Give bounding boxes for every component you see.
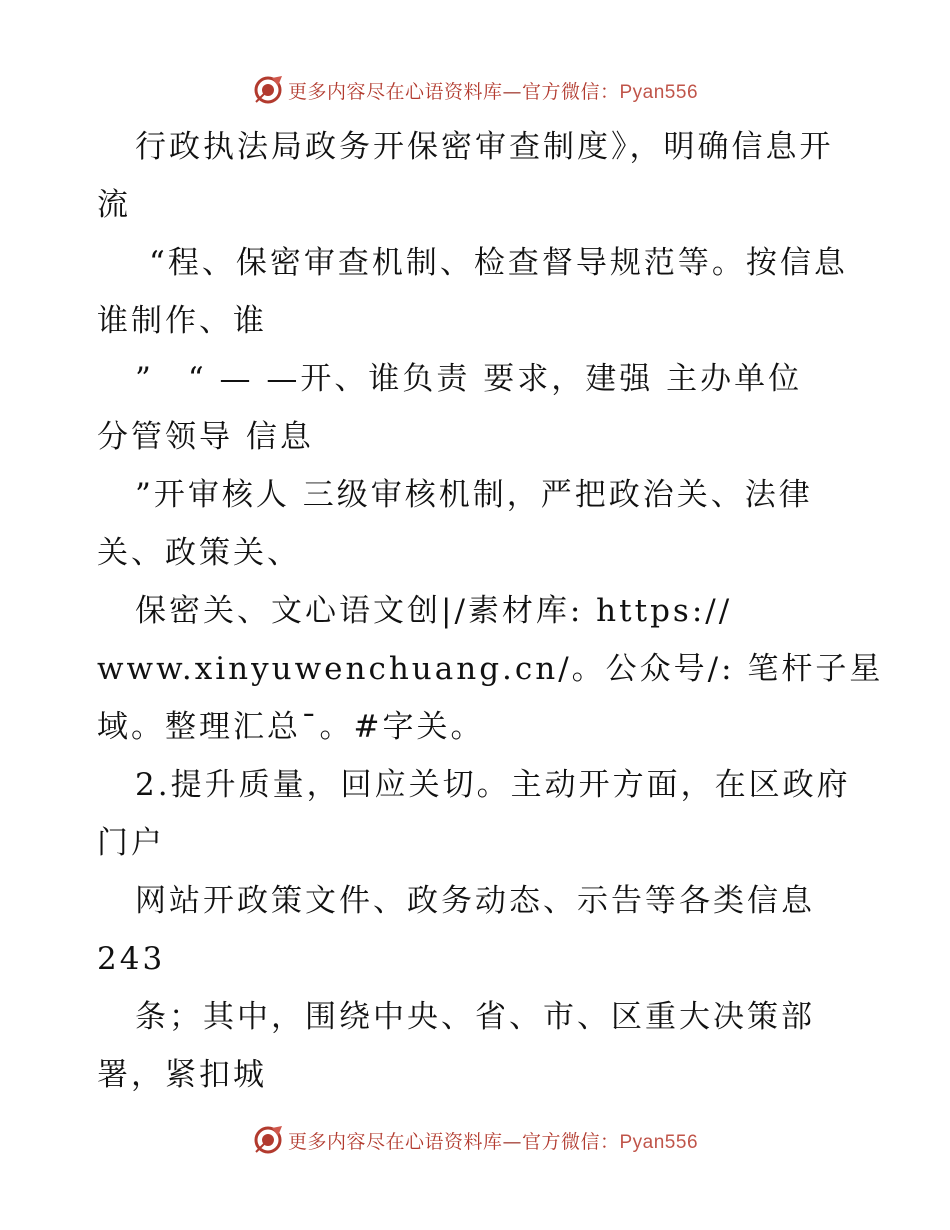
watermark-wechat-label: 官方微信： (521, 80, 620, 103)
brush-logo-icon (252, 1124, 284, 1156)
text-line: 网站开政策文件、政务动态、示告等各类信息 (135, 883, 815, 919)
watermark-brand: 更多内容尽在心语资料库 (287, 80, 503, 103)
footer-watermark (0, 1120, 950, 1160)
watermark-text (288, 77, 698, 104)
text-line: 243 (97, 941, 166, 977)
watermark-wechat-handle: Pyan556 (619, 1131, 699, 1153)
text-line: 2.提升质量，回应关切。主动开方面，在区政府 (135, 767, 851, 803)
text-line: 门户 (97, 825, 165, 861)
text-line: 关、政策关、 (97, 535, 301, 571)
text-line: 保密关、文心语文创|/素材库: https:// (135, 593, 733, 629)
watermark-text (288, 1127, 698, 1154)
text-line: 谁制作、谁 (97, 303, 267, 339)
text-line: 分管领导 信息 (97, 419, 314, 455)
header-watermark (0, 70, 950, 110)
document-body (97, 118, 884, 1104)
text-line: 流 (97, 187, 131, 223)
watermark-brand: 更多内容尽在心语资料库 (287, 1130, 503, 1153)
watermark-wechat-label: 官方微信： (521, 1130, 620, 1153)
watermark-wechat-handle: Pyan556 (619, 81, 699, 103)
text-line: 条；其中，围绕中央、省、市、区重大决策部 (135, 999, 815, 1035)
text-line: 域。整理汇总¯。#字关。 (97, 709, 485, 745)
watermark-separator: — (502, 1130, 522, 1153)
text-line: ”开审核人 三级审核机制，严把政治关、法律 (135, 477, 813, 513)
brush-logo-icon (252, 74, 284, 106)
text-line: ” “ — —开、谁负责 要求，建强 主办单位 (135, 361, 803, 397)
text-line: 行政执法局政务开保密审查制度》，明确信息开 (135, 129, 834, 165)
text-line: www.xinyuwenchuang.cn/。公众号/: 笔杆子星 (97, 651, 884, 687)
text-line: 署，紧扣城 (97, 1057, 267, 1093)
watermark-separator: — (502, 80, 522, 103)
text-line: “程、保密审查机制、检查督导规范等。按信息 (149, 245, 848, 281)
